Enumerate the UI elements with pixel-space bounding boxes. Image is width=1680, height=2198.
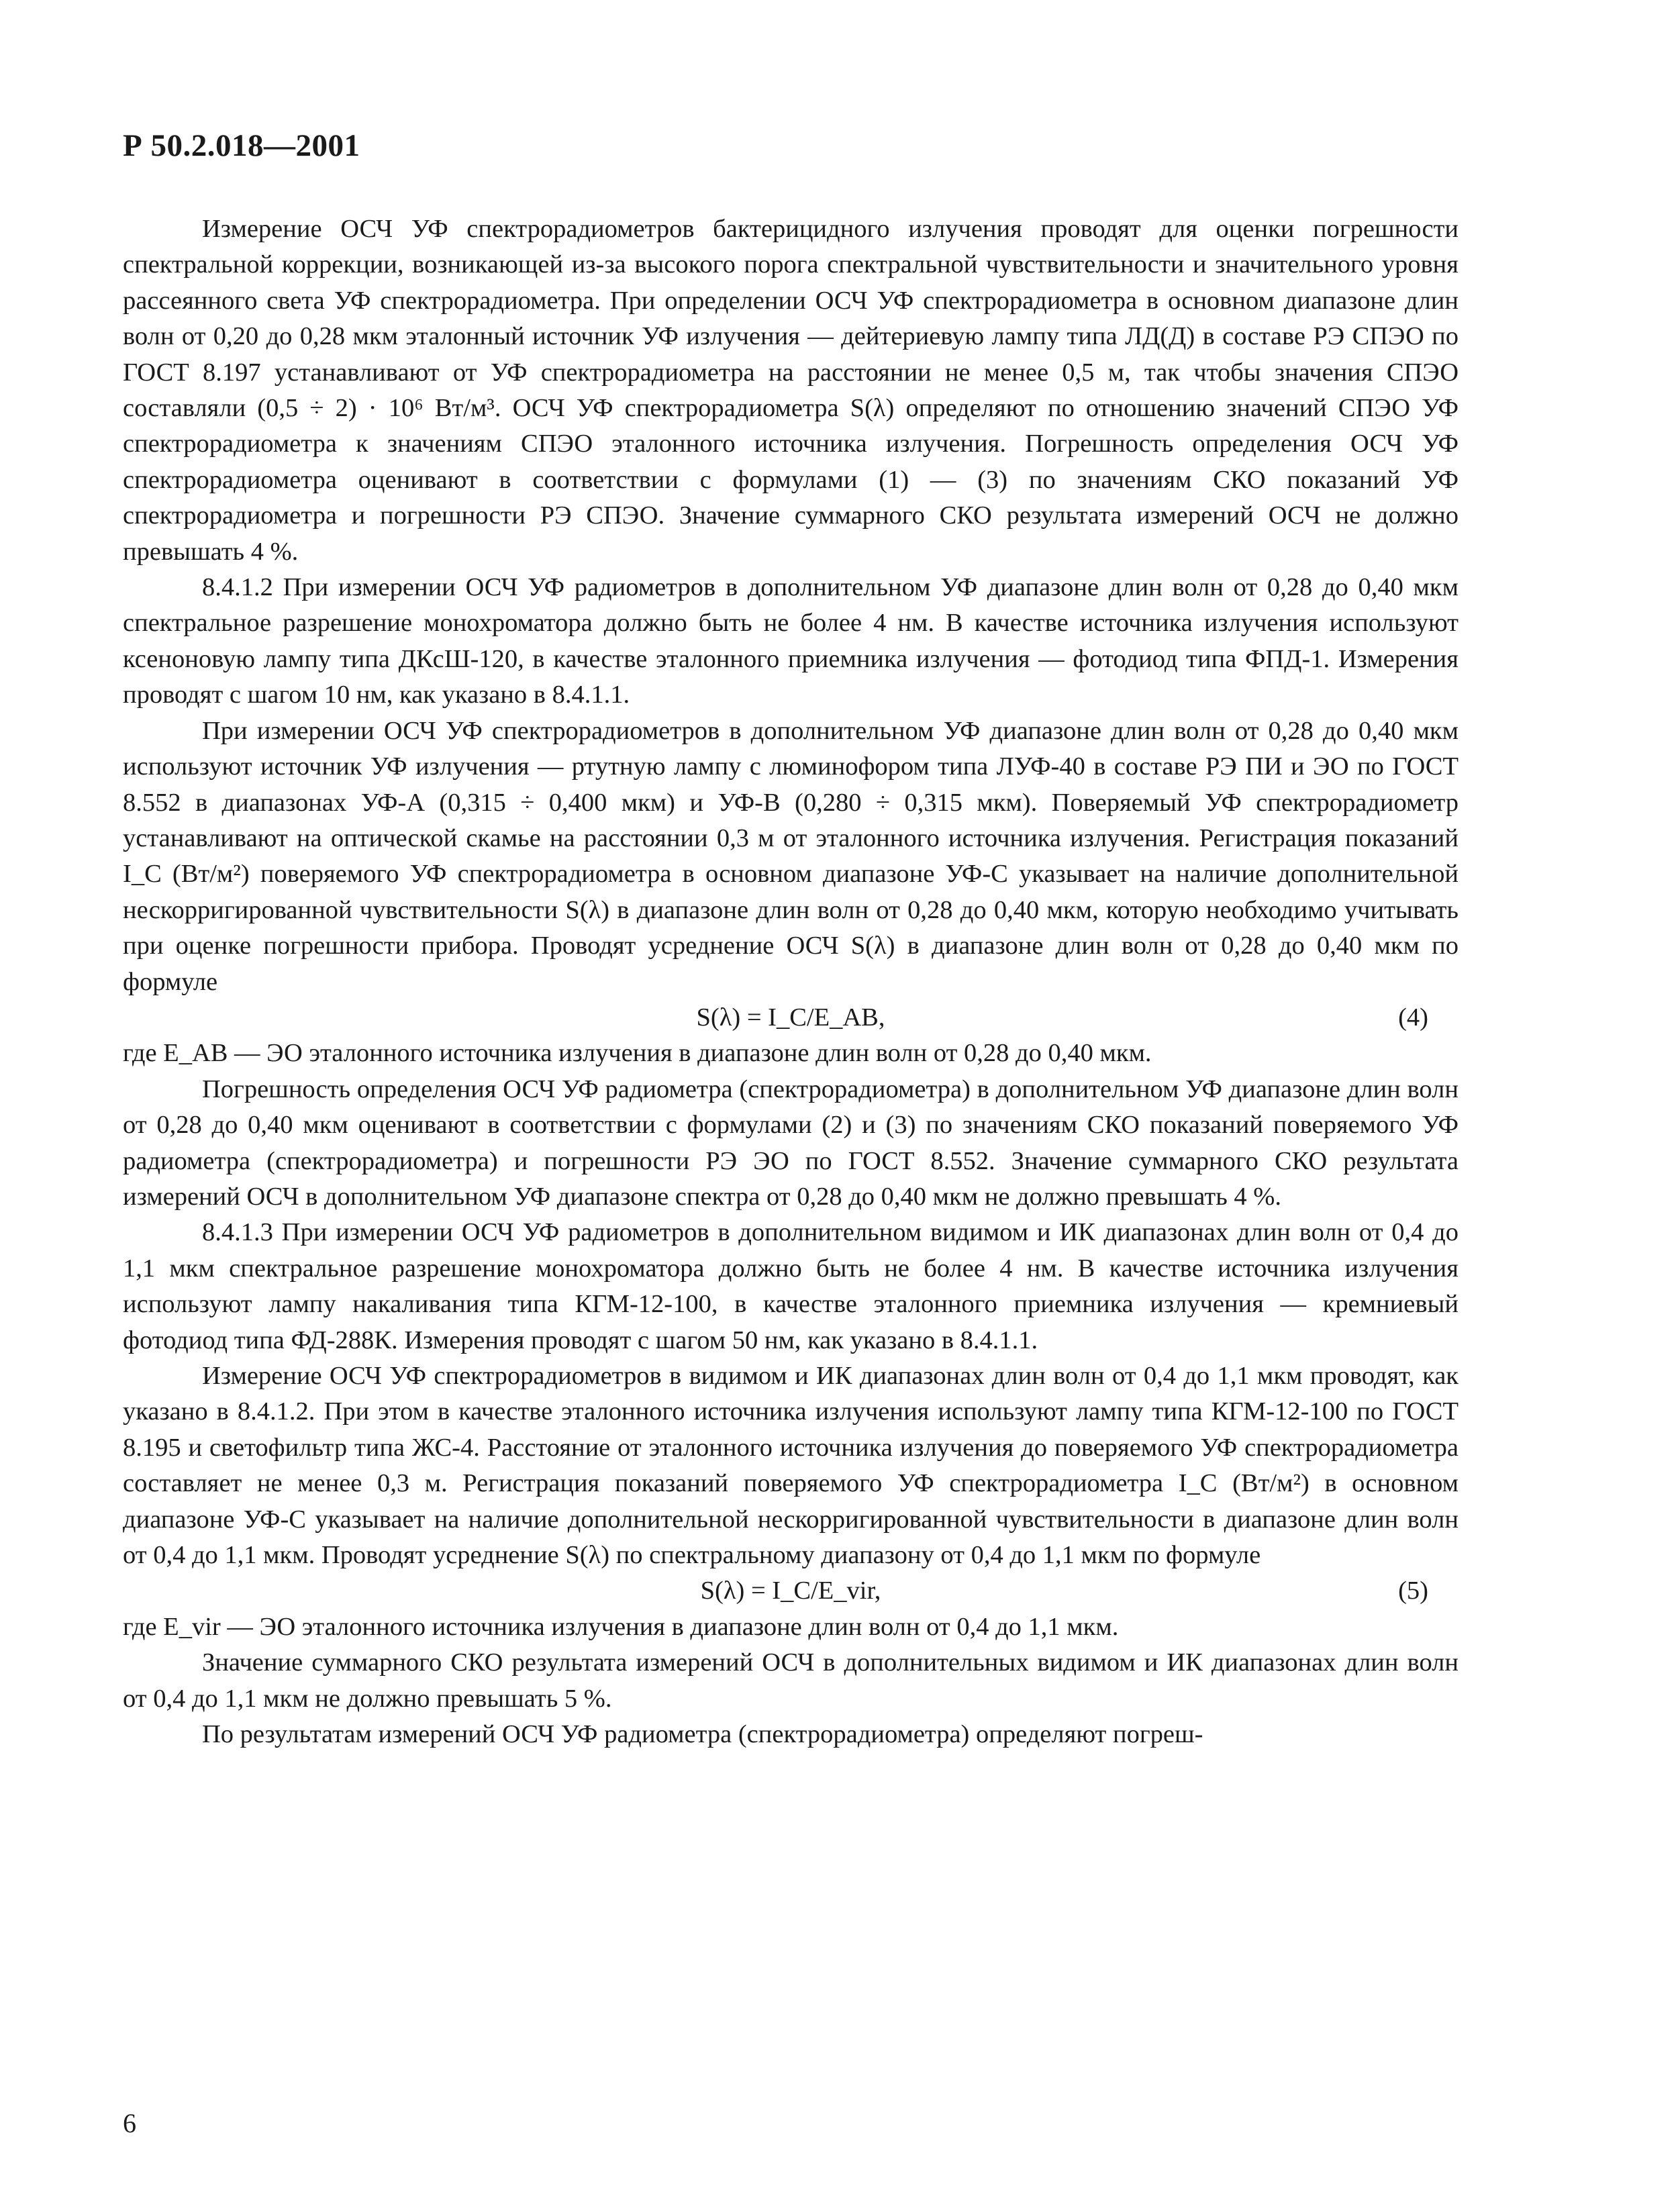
paragraph: По результатам измерений ОСЧ УФ радиометра (спектрорадиометра) определяют погреш- bbox=[202, 1720, 1203, 1749]
paragraph: где E_AB — ЭО эталонного источника излучения в диапазоне длин волн от 0,28 до 0,40 мкм. bbox=[123, 1039, 1152, 1068]
paragraph: 8.4.1.3 При измерении ОСЧ УФ радиометров в дополнительном видимом и ИК диапазонах длин волн от 0,4 до 1,1 мкм спектральное разрешение монохроматора должно быть не более 4 нм. В качестве источника излучения используют лампу накаливания типа КГМ-12-100, в качестве эталонного приемника излучения — кремниевый фотодиод типа ФД-288К. Измерения проводят с шагом 50 нм, как указано в 8.4.1.1. bbox=[123, 1218, 1459, 1354]
formula-text: S(λ) = I_C/E_vir, bbox=[700, 1577, 881, 1605]
paragraph: Значение суммарного СКО результата измерений ОСЧ в дополнительных видимом и ИК диапазонах длин волн от 0,4 до 1,1 мкм не должно превышать 5 %. bbox=[123, 1648, 1459, 1713]
paragraph: Измерение ОСЧ УФ спектрорадиометров бактерицидного излучения проводят для оценки погрешности спектральной коррекции, возникающей из-за высокого порога спектральной чувствительности и значительного уровня рассеянного света УФ спектрорадиометра. При определении ОСЧ УФ спектрорадиометра в основном диапазоне длин волн от 0,20 до 0,28 мкм эталонный источник УФ излучения — дейтериевую лампу типа ЛД(Д) в составе РЭ СПЭО по ГОСТ 8.197 устанавливают от УФ спектрорадиометра на расстоянии не менее 0,5 м, так чтобы значения СПЭО составляли (0,5 ÷ 2) · 10⁶ Вт/м³. ОСЧ УФ спектрорадиометра S(λ) определяют по отношению значений СПЭО УФ спектрорадиометра к значениям СПЭО эталонного источника излучения. Погрешность определения ОСЧ УФ спектрорадиометра оценивают в соответствии с формулами (1) — (3) по значениям СКО показаний УФ спектрорадиометра и погрешности РЭ СПЭО. Значение суммарного СКО результата измерений ОСЧ не должно превышать 4 %. bbox=[123, 215, 1459, 566]
paragraph: Измерение ОСЧ УФ спектрорадиометров в видимом и ИК диапазонах длин волн от 0,4 до 1,1 мкм проводят, как указано в 8.4.1.2. При этом в качестве эталонного источника излучения используют лампу типа КГМ-12-100 по ГОСТ 8.195 и светофильтр типа ЖС-4. Расстояние от эталонного источника излучения до поверяемого УФ спектрорадиометра составляет не менее 0,3 м. Регистрация показаний поверяемого УФ спектрорадиометра I_C (Вт/м²) в основном диапазоне УФ-С указывает на наличие дополнительной нескорригированной чувствительности в диапазоне длин волн от 0,4 до 1,1 мкм. Проводят усреднение S(λ) по спектральному диапазону от 0,4 до 1,1 мкм по формуле bbox=[123, 1361, 1459, 1570]
formula-text: S(λ) = I_C/E_AB, bbox=[696, 1003, 885, 1032]
formula-4 bbox=[123, 1000, 1459, 1036]
paragraph: где E_vir — ЭО эталонного источника излучения в диапазоне длин волн от 0,4 до 1,1 мкм. bbox=[123, 1612, 1119, 1641]
document-body bbox=[123, 211, 1459, 1752]
document-code-header: Р 50.2.018—2001 bbox=[123, 128, 360, 163]
page-number: 6 bbox=[123, 2108, 136, 2138]
formula-5 bbox=[123, 1573, 1459, 1609]
paragraph: При измерении ОСЧ УФ спектрорадиометров в дополнительном УФ диапазоне длин волн от 0,28 до 0,40 мкм используют источник УФ излучения — ртутную лампу с люминофором типа ЛУФ-40 в составе РЭ ПИ и ЭО по ГОСТ 8.552 в диапазонах УФ-А (0,315 ÷ 0,400 мкм) и УФ-В (0,280 ÷ 0,315 мкм). Поверяемый УФ спектрорадиометр устанавливают на оптической скамье на расстоянии 0,3 м от эталонного источника излучения. Регистрация показаний I_C (Вт/м²) поверяемого УФ спектрорадиометра в основном диапазоне УФ-С указывает на наличие дополнительной нескорригированной чувствительности S(λ) в диапазоне длин волн от 0,28 до 0,40 мкм, которую необходимо учитывать при оценке погрешности прибора. Проводят усреднение ОСЧ S(λ) в диапазоне длин волн от 0,28 до 0,40 мкм по формуле bbox=[123, 716, 1459, 996]
formula-number: (5) bbox=[1398, 1577, 1428, 1605]
formula-number: (4) bbox=[1398, 1003, 1428, 1032]
paragraph: 8.4.1.2 При измерении ОСЧ УФ радиометров в дополнительном УФ диапазоне длин волн от 0,28 до 0,40 мкм спектральное разрешение монохроматора должно быть не более 4 нм. В качестве источника излучения используют ксеноновую лампу типа ДКсШ-120, в качестве эталонного приемника излучения — фотодиод типа ФПД-1. Измерения проводят с шагом 10 нм, как указано в 8.4.1.1. bbox=[123, 573, 1459, 709]
paragraph: Погрешность определения ОСЧ УФ радиометра (спектрорадиометра) в дополнительном УФ диапазоне длин волн от 0,28 до 0,40 мкм оценивают в соответствии с формулами (2) и (3) по значениям СКО показаний поверяемого УФ радиометра (спектрорадиометра) и погрешности РЭ ЭО по ГОСТ 8.552. Значение суммарного СКО результата измерений ОСЧ в дополнительном УФ диапазоне спектра от 0,28 до 0,40 мкм не должно превышать 4 %. bbox=[123, 1075, 1459, 1211]
